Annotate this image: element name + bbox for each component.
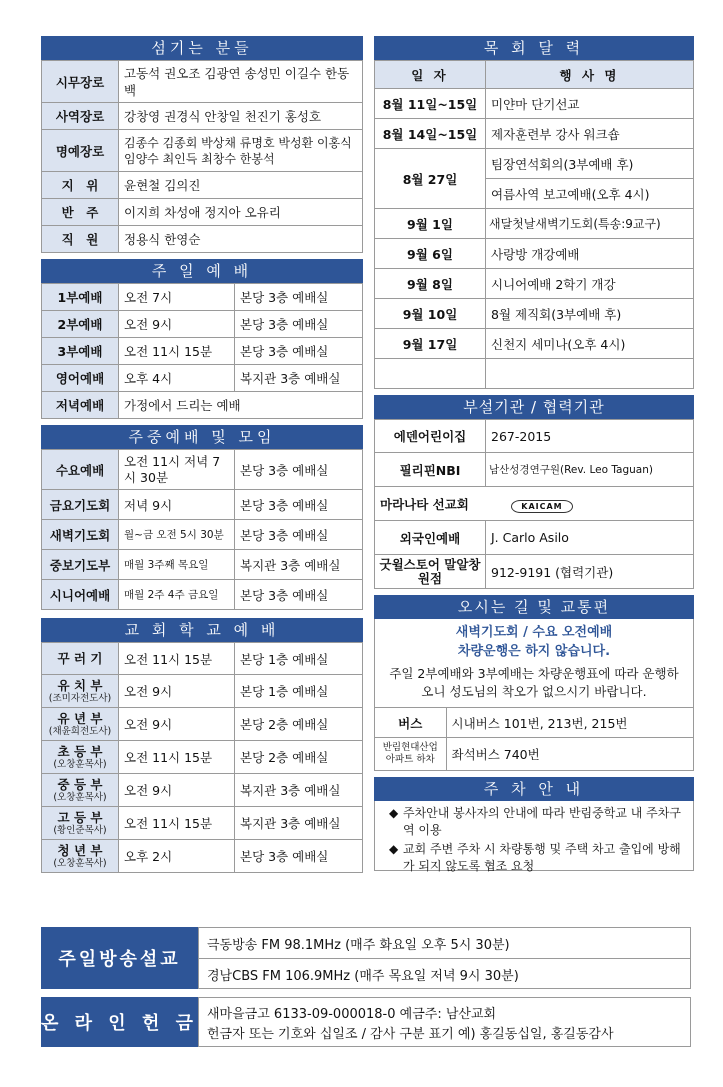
school-time: 오후 2시 — [119, 840, 235, 873]
school-label — [42, 643, 119, 675]
school-name: 중 등 부 — [57, 776, 103, 792]
serving-label: 직 원 — [42, 226, 119, 253]
table-row — [42, 226, 363, 253]
calendar-event: 여름사역 보고예배(오후 4시) — [486, 179, 694, 209]
table-row — [375, 61, 694, 89]
school-label — [42, 807, 119, 840]
parking-text: 교회 주변 주차 시 차량통행 및 주택 차고 출입에 방해가 되지 않도록 협조 요청 — [403, 841, 681, 873]
table-row — [42, 643, 363, 675]
table-row — [42, 61, 363, 103]
calendar-date: 9월 17일 — [375, 329, 486, 359]
weekday-label: 새벽기도회 — [42, 520, 119, 550]
affiliate-label: 필리핀NBI — [375, 453, 486, 487]
table-row — [42, 708, 363, 741]
serving-value: 고동석 권오조 김광연 송성민 이길수 한동백 — [119, 61, 363, 103]
calendar-event: 8월 제직회(3부예배 후) — [486, 299, 694, 329]
table-row — [42, 365, 363, 392]
broadcast-label: 주일방송설교 — [41, 927, 198, 989]
school-name: 초 등 부 — [57, 743, 103, 759]
table-row — [42, 392, 363, 419]
calendar-event: 미얀마 단기선교 — [486, 89, 694, 119]
school-name: 유 치 부 — [57, 677, 103, 693]
table-row — [375, 209, 694, 239]
table-row — [375, 555, 694, 589]
sunday-place: 본당 3층 예배실 — [235, 311, 363, 338]
affiliate-label: 굿윌스토어 말알창원점 — [375, 555, 486, 589]
table-row — [42, 580, 363, 610]
sunday-place: 복지관 3층 예배실 — [235, 365, 363, 392]
sunday-label: 1부예배 — [42, 284, 119, 311]
sunday-label: 3부예배 — [42, 338, 119, 365]
table-row — [375, 487, 694, 521]
parking-item — [389, 805, 683, 839]
calendar-event: 새달첫날새벽기도회(특송:9교구) — [486, 209, 694, 239]
school-teacher: (오창훈목사) — [53, 758, 107, 770]
table-row — [42, 199, 363, 226]
school-name: 청 년 부 — [57, 842, 103, 858]
bus-stop: 반림현대산업 아파트 하차 — [375, 738, 446, 770]
table-row — [42, 103, 363, 130]
calendar-empty-cell — [486, 359, 694, 389]
serving-label: 사역장로 — [42, 103, 119, 130]
calendar-header: 목 회 달 력 — [374, 36, 694, 60]
sunday-place: 본당 3층 예배실 — [235, 284, 363, 311]
school-time: 오전 9시 — [119, 774, 235, 807]
directions-notice-2: 차량운행은 하지 않습니다. — [457, 644, 611, 659]
table-row — [42, 450, 363, 490]
diamond-bullet-icon: ◆ — [389, 841, 399, 856]
table-row — [42, 550, 363, 580]
affiliates-header: 부설기관 / 협력기관 — [374, 395, 694, 419]
affiliate-label: 마라나타 선교회 — [380, 496, 469, 512]
parking-text: 주차안내 봉사자의 안내에 따라 반림중학교 내 주차구역 이용 — [403, 805, 681, 837]
table-row — [375, 521, 694, 555]
online-box — [41, 997, 691, 1047]
bus-line-2: 좌석버스 740번 — [446, 738, 693, 770]
diamond-bullet-icon: ◆ — [389, 805, 399, 820]
weekday-label: 중보기도부 — [42, 550, 119, 580]
calendar-event: 제자훈련부 강사 워크숍 — [486, 119, 694, 149]
sunday-time: 오후 4시 — [119, 365, 235, 392]
school-time: 오전 11시 15분 — [119, 807, 235, 840]
affiliate-label: 외국인예배 — [375, 521, 486, 555]
right-column — [374, 36, 694, 871]
directions-text: 주일 2부예배와 3부예배는 차량운행표에 따라 운행하오니 성도님의 착오가 없으시기 바랍니다. — [389, 666, 679, 699]
parking-box — [374, 801, 694, 871]
school-place: 복지관 3층 예배실 — [235, 774, 363, 807]
calendar-table — [374, 60, 694, 389]
calendar-event: 팀장연석회의(3부예배 후) — [486, 149, 694, 179]
school-place: 본당 2층 예배실 — [235, 708, 363, 741]
serving-header: 섬기는 분들 — [41, 36, 363, 60]
serving-value: 정용식 한영순 — [119, 226, 363, 253]
calendar-date: 8월 14일~15일 — [375, 119, 486, 149]
serving-label: 지 위 — [42, 172, 119, 199]
sunday-header: 주 일 예 배 — [41, 259, 363, 283]
weekday-time: 월~금 오전 5시 30분 — [119, 520, 235, 550]
online-line-2: 헌금자 또는 기호와 십일조 / 감사 구분 표기 예) 홍길동십일, 홍길동감사 — [207, 1026, 614, 1042]
calendar-col-date: 일 자 — [375, 61, 486, 89]
online-label: 온 라 인 헌 금 — [41, 997, 198, 1047]
directions-box — [374, 619, 694, 771]
sunday-place: 본당 3층 예배실 — [235, 338, 363, 365]
weekday-label: 시니어예배 — [42, 580, 119, 610]
table-row — [375, 420, 694, 453]
serving-value: 윤현철 김의진 — [119, 172, 363, 199]
table-row — [375, 269, 694, 299]
table-row — [42, 172, 363, 199]
school-teacher: (오창훈목사) — [53, 791, 107, 803]
table-row — [42, 741, 363, 774]
school-place: 본당 1층 예배실 — [235, 675, 363, 708]
calendar-date: 9월 10일 — [375, 299, 486, 329]
calendar-date: 9월 6일 — [375, 239, 486, 269]
school-label — [42, 741, 119, 774]
directions-notice-1: 새벽기도회 / 수요 오전예배 — [455, 625, 613, 640]
school-label — [42, 774, 119, 807]
table-row — [375, 239, 694, 269]
calendar-event: 시니어예배 2학기 개강 — [486, 269, 694, 299]
table-row — [375, 149, 694, 179]
broadcast-line-1: 극동방송 FM 98.1MHz (매주 화요일 오후 5시 30분) — [199, 928, 690, 959]
left-column — [41, 36, 363, 873]
calendar-col-event: 행 사 명 — [486, 61, 694, 89]
school-teacher: (황인준목사) — [53, 824, 107, 836]
school-place: 본당 2층 예배실 — [235, 741, 363, 774]
calendar-empty-cell — [375, 359, 486, 389]
table-row — [375, 329, 694, 359]
table-row — [42, 338, 363, 365]
weekday-place: 본당 3층 예배실 — [235, 520, 363, 550]
calendar-event: 신천지 세미나(오후 4시) — [486, 329, 694, 359]
affiliate-row-maranatha — [375, 487, 694, 521]
weekday-place: 복지관 3층 예배실 — [235, 550, 363, 580]
sunday-time: 가정에서 드리는 예배 — [119, 392, 363, 419]
table-row — [42, 284, 363, 311]
school-teacher: (조미자전도사) — [48, 692, 112, 704]
bus-table — [375, 707, 693, 770]
table-row — [42, 520, 363, 550]
table-row — [42, 311, 363, 338]
serving-value: 이지희 차성애 정지아 오유리 — [119, 199, 363, 226]
calendar-event: 사랑방 개강예배 — [486, 239, 694, 269]
table-row — [42, 675, 363, 708]
school-place: 본당 3층 예배실 — [235, 840, 363, 873]
sunday-time: 오전 7시 — [119, 284, 235, 311]
broadcast-body — [198, 927, 691, 989]
bus-line-1: 시내버스 101번, 213번, 215번 — [446, 708, 693, 738]
weekday-label: 금요기도회 — [42, 490, 119, 520]
affiliates-table — [374, 419, 694, 589]
table-row — [375, 359, 694, 389]
sunday-table — [41, 283, 363, 419]
serving-value: 강창영 권경식 안창일 천진기 홍성호 — [119, 103, 363, 130]
sunday-time: 오전 9시 — [119, 311, 235, 338]
school-time: 오전 11시 15분 — [119, 643, 235, 675]
affiliate-label: 에덴어린이집 — [375, 420, 486, 453]
school-place: 본당 1층 예배실 — [235, 643, 363, 675]
serving-label: 반 주 — [42, 199, 119, 226]
school-name: 고 등 부 — [57, 809, 103, 825]
school-time: 오전 9시 — [119, 675, 235, 708]
school-teacher: (채윤희전도사) — [48, 725, 112, 737]
table-row — [375, 738, 693, 770]
weekday-label: 수요예배 — [42, 450, 119, 490]
online-body — [198, 997, 691, 1047]
table-row — [42, 130, 363, 172]
parking-item — [389, 841, 683, 875]
affiliate-value: 912-9191 (협력기관) — [486, 555, 694, 589]
weekday-time: 저녁 9시 — [119, 490, 235, 520]
table-row — [42, 840, 363, 873]
weekday-header: 주중예배 및 모임 — [41, 425, 363, 449]
table-row — [42, 774, 363, 807]
school-place: 복지관 3층 예배실 — [235, 807, 363, 840]
school-name: 유 년 부 — [57, 710, 103, 726]
table-row — [375, 708, 693, 738]
table-row — [375, 119, 694, 149]
school-name: 꾸 러 기 — [57, 650, 103, 666]
online-line-1: 새마을금고 6133-09-000018-0 예금주: 남산교회 — [207, 1006, 497, 1022]
affiliate-value: J. Carlo Asilo — [486, 521, 694, 555]
directions-header: 오시는 길 및 교통편 — [374, 595, 694, 619]
weekday-place: 본당 3층 예배실 — [235, 450, 363, 490]
broadcast-box — [41, 927, 691, 989]
calendar-date: 9월 8일 — [375, 269, 486, 299]
weekday-place: 본당 3층 예배실 — [235, 580, 363, 610]
affiliate-value: 남산성경연구원(Rev. Leo Taguan) — [486, 453, 694, 487]
table-row — [42, 807, 363, 840]
school-time: 오전 11시 15분 — [119, 741, 235, 774]
calendar-date: 8월 27일 — [375, 149, 486, 209]
school-label — [42, 840, 119, 873]
sunday-label: 2부예배 — [42, 311, 119, 338]
table-row — [375, 89, 694, 119]
affiliate-value: 267-2015 — [486, 420, 694, 453]
calendar-date: 8월 11일~15일 — [375, 89, 486, 119]
calendar-date: 9월 1일 — [375, 209, 486, 239]
table-row — [42, 490, 363, 520]
weekday-place: 본당 3층 예배실 — [235, 490, 363, 520]
weekday-time: 오전 11시 저녁 7시 30분 — [119, 450, 235, 490]
weekday-time: 매월 3주째 목요일 — [119, 550, 235, 580]
parking-header: 주 차 안 내 — [374, 777, 694, 801]
serving-label: 시무장로 — [42, 61, 119, 103]
sunday-time: 오전 11시 15분 — [119, 338, 235, 365]
sunday-label: 영어예배 — [42, 365, 119, 392]
school-time: 오전 9시 — [119, 708, 235, 741]
serving-label: 명예장로 — [42, 130, 119, 172]
school-table — [41, 642, 363, 873]
school-header: 교 회 학 교 예 배 — [41, 618, 363, 642]
broadcast-line-2: 경남CBS FM 106.9MHz (매주 목요일 저녁 9시 30분) — [207, 968, 519, 984]
table-row — [375, 453, 694, 487]
weekday-time: 매월 2주 4주 금요일 — [119, 580, 235, 610]
school-label — [42, 708, 119, 741]
table-row — [375, 299, 694, 329]
school-label — [42, 675, 119, 708]
kaicam-logo-icon: KAICAM — [511, 500, 572, 513]
sunday-label: 저녁예배 — [42, 392, 119, 419]
serving-table — [41, 60, 363, 253]
weekday-table — [41, 449, 363, 610]
bus-label: 버스 — [375, 708, 446, 738]
school-teacher: (오창훈목사) — [53, 857, 107, 869]
serving-value: 김종수 김종회 박상채 류명호 박성환 이홍식 임양수 최인득 최창수 한봉석 — [119, 130, 363, 172]
